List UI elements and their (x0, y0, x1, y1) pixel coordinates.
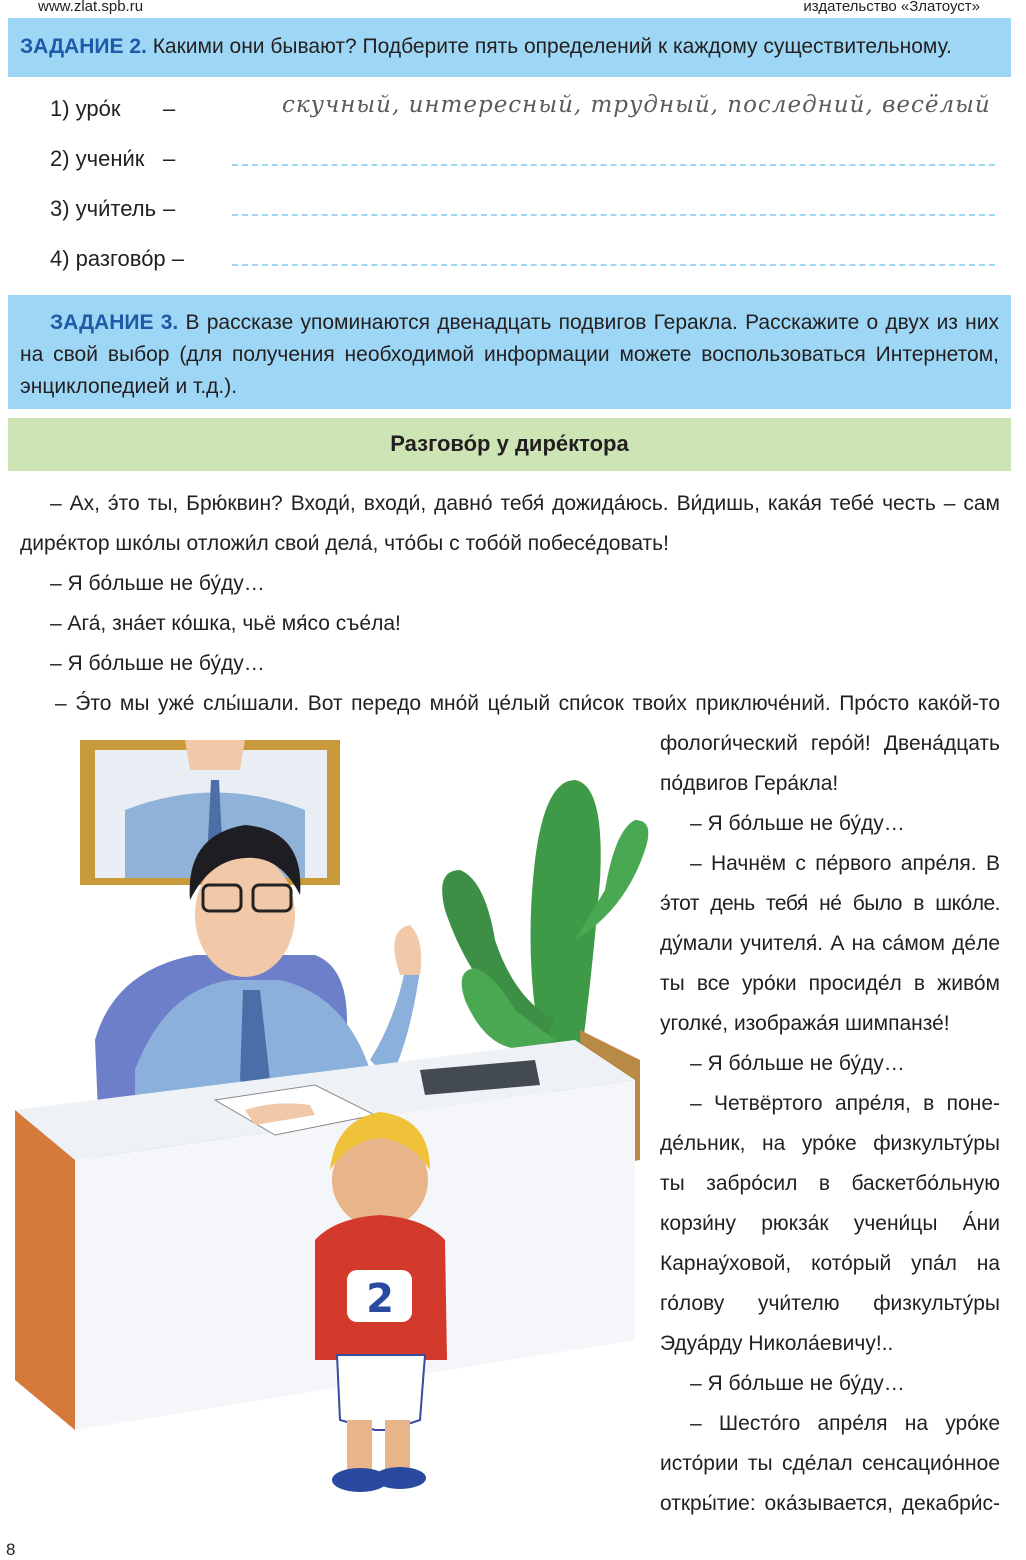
story-line: э́тот день тебя́ не́ было в шко́ле. (660, 892, 1000, 915)
story-line: уголке́, изобража́я шимпанзе́! (660, 1012, 950, 1035)
exercise-word: 2) учени́к (50, 146, 145, 171)
story-full-width (20, 484, 1000, 724)
shirt-number: 2 (366, 1276, 394, 1322)
story-line: – Я бо́льше не бу́ду… (50, 652, 265, 675)
exercise-word: 1) уро́к (50, 96, 121, 121)
task3-box (8, 295, 1011, 409)
task3-line (20, 307, 999, 339)
story-line: откры́тие: ока́зывается, декабри́с- (660, 1492, 1000, 1515)
illustration (15, 740, 655, 1510)
story-line: – Начнём с пе́рвого апре́ля. В (690, 852, 1000, 875)
story-line: де́льник, на уро́ке физкульту́ры (660, 1132, 1000, 1155)
answer-line[interactable] (232, 214, 995, 216)
task3-label: ЗАДАНИЕ 3. (50, 311, 179, 334)
task3-line: на свой выбор (для получения необходимой информации можете воспользоваться Интернетом, (20, 343, 999, 366)
page-number: 8 (6, 1540, 16, 1559)
publisher-name: издательство «Златоуст» (803, 0, 980, 15)
task2-text: Какими они бывают? Подберите пять определений к каждому существительному. (152, 35, 952, 58)
exercise-row-3 (50, 190, 1000, 230)
task3-line: энциклопедией и т.д.). (20, 375, 238, 398)
exercise-word: 4) разгово́р – (50, 246, 185, 271)
story-line: по́двигов Гера́кла! (660, 772, 839, 795)
answer-line[interactable] (232, 264, 995, 266)
exercise-row-4 (50, 240, 1000, 280)
story-line: ты все уро́ки просиде́л в живо́м (660, 972, 1000, 995)
story-line: го́лову учи́телю физкульту́ры (660, 1292, 1000, 1315)
story-line: ты забро́сил в баскетбо́льную (660, 1172, 1000, 1195)
task3-text: В рассказе упоминаются двенадцать подвигов Геракла. Расскажите о двух из них (185, 311, 999, 334)
story-title: Разгово́р у дире́ктора (8, 418, 1011, 471)
task2-label: ЗАДАНИЕ 2. (20, 35, 147, 58)
story-line: Карнау́ховой, кото́рый упа́л на (660, 1252, 1000, 1275)
story-line: – Четвёртого апре́ля, в поне- (690, 1092, 1000, 1115)
site-url[interactable]: www.zlat.spb.ru (38, 0, 144, 15)
story-line: – Я бо́льше не бу́ду… (690, 812, 905, 835)
exercise-row-1 (50, 90, 1000, 130)
story-column (660, 724, 1000, 1524)
story-line: – Ага́, зна́ет ко́шка, чьё мя́со съе́ла! (50, 612, 401, 635)
story-line: – Я бо́льше не бу́ду… (690, 1052, 905, 1075)
story-line: дире́ктор шко́лы отложи́л свои́ дела́, что́бы с тобо́й побесе́довать! (20, 532, 669, 555)
story-line: Эдуа́рду Никола́евичу!.. (660, 1332, 894, 1355)
story-line: – Э́то мы уже́ слы́шали. Вот передо мно́й це́лый спи́сок твои́х приключе́ний. Про́сто како́й-то (55, 692, 1000, 715)
exercise-dash: – (163, 96, 176, 121)
story-line: – Ах, э́то ты, Брю́квин? Входи́, входи́, давно́ тебя́ дожида́юсь. Ви́дишь, кака́я тебе́ честь – сам (50, 492, 1000, 515)
story-line: фологи́ческий геро́й! Двена́дцать (660, 732, 1000, 755)
exercise-dash: – (163, 196, 176, 221)
task2-box (8, 18, 1011, 77)
story-line: – Шесто́го апре́ля на уро́ке (690, 1412, 1000, 1435)
exercise-answer: скучный, интересный, трудный, последний, весёлый (282, 92, 991, 118)
story-line: – Я бо́льше не бу́ду… (690, 1372, 905, 1395)
story-line: ду́мали учителя́. А на са́мом де́ле (660, 932, 1000, 955)
exercise-word: 3) учи́тель (50, 196, 157, 221)
answer-line[interactable] (232, 164, 995, 166)
exercise-row-2 (50, 140, 1000, 180)
story-line: исто́рии ты сде́лал сенсацио́нное (660, 1452, 1000, 1475)
story-line: – Я бо́льше не бу́ду… (50, 572, 265, 595)
illustration-drawing (15, 740, 655, 1510)
story-line: корзи́ну рюкза́к учени́цы А́ни (660, 1212, 1000, 1235)
exercise-dash: – (163, 146, 176, 171)
